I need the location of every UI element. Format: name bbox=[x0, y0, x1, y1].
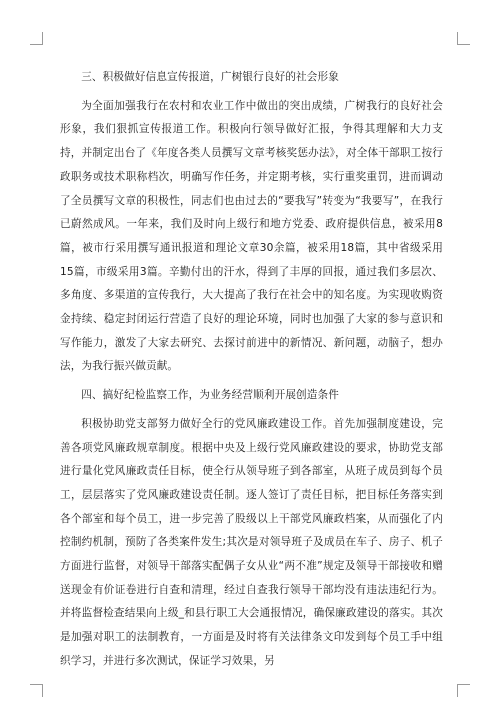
section-4-paragraph: 积极协助党支部努力做好全行的党风廉政建设工作。首先加强制度建设，完善各项党风廉政规章制度。根据中央及上级行党风廉政建设的要求，协助党支部进行量化党风廉政责任目标，使全行从领导班子到各部室，从班子成员到每个员工，层层落实了党风廉政建设责任制。逐人签订了责任目标，把目标任务落实到各个部室和每个员工，进一步完善了股级以上干部党风廉政档案，从而强化了内控制约机制，预防了各类案件发生;其次是对领导班子及成员在车子、房子、机子方面进行监督，对领导干部落实配偶子女从业“两不准”规定及领导干部接收和赠送现金有价证卷进行自查和清理，经过自查我行领导干部均没有违法违纪行为。并将监督检查结果向上级_和县行职工大会通报情况，确保廉政建设的落实。其次是加强对职工的法制教育，一方面是及时将有关法律条文印发到每个员工手中组织学习，并进行多次测试，保证学习效果，另 bbox=[60, 417, 443, 667]
page-corner-mark-top-left bbox=[30, 32, 43, 45]
page-corner-mark-bottom-left bbox=[30, 684, 43, 697]
page-corner-mark-top-right bbox=[457, 32, 470, 45]
document-page bbox=[60, 66, 443, 679]
section-4-heading: 四、搞好纪检监察工作，为业务经营顺利开展创造条件 bbox=[81, 389, 340, 402]
section-3-heading: 三、积极做好信息宣传报道，广树银行良好的社会形象 bbox=[81, 71, 340, 83]
page-corner-mark-bottom-right bbox=[457, 684, 470, 697]
section-3-paragraph: 为全面加强我行在农村和农业工作中做出的突出成绩，广树我行的良好社会形象，我们狠抓宣传报道工作。积极向行领导做好汇报，争得其理解和大力支持，并制定出台了《年度各类人员撰写文章考核奖惩办法》，对全体干部职工按行政职务或技术职称档次，明确写作任务，并定期考核，实行重奖重罚，进而调动了全员撰写文章的积极性，同志们也由过去的“要我写”转变为“我要写”，在我行已蔚然成风。一年来，我们及时向上级行和地方党委、政府提供信息，被采用8篇，被市行采用撰写通讯报道和理论文章30余篇，被采用18篇，其中省级采用15篇，市级采用3篇。辛勤付出的汗水，得到了丰厚的回报，通过我们多层次、多角度、多渠道的宣传我行，大大提高了我行在社会中的知名度。为实现收购资金持续、稳定封闭运行营造了良好的理论环境，同时也加强了大家的参与意识和写作能力，激发了大家去研究、去探讨前进中的新情况、新问题，动脑子，想办法，为我行振兴做贡献。 bbox=[60, 99, 443, 373]
